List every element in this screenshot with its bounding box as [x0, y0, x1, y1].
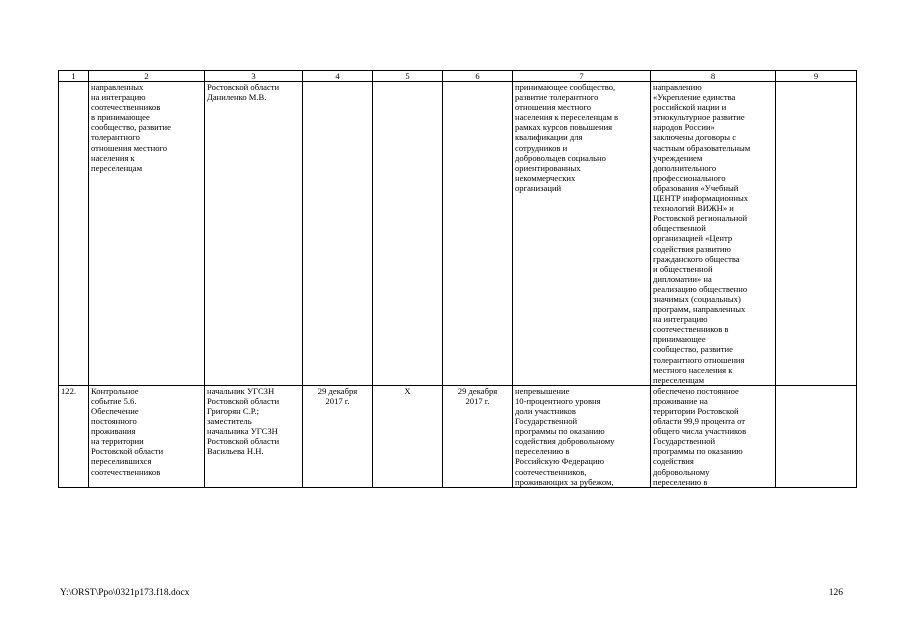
actual-result-cell: обеспечено постоянное проживание на территории Ростовской области 99,9 процента от общего числа участников Государственной программы по оказанию содействия добровольному переселению в	[651, 385, 776, 487]
header-row	[59, 71, 857, 82]
row-number-cell	[59, 82, 89, 386]
column-5-cell: Х	[373, 385, 443, 487]
col-header-5: 5	[373, 71, 443, 82]
notes-cell	[776, 82, 857, 386]
notes-cell	[776, 385, 857, 487]
expected-result-cell: принимающее сообщество, развитие толерантного отношения местного населения к переселенцам в рамках курсов повышения квалификации для сотрудников и добровольцев социально ориентированных некоммерческих организаций	[513, 82, 651, 386]
col-header-6: 6	[443, 71, 513, 82]
actual-date-cell	[443, 82, 513, 386]
col-header-2: 2	[89, 71, 205, 82]
row-number-cell: 122.	[59, 385, 89, 487]
column-5-cell	[373, 82, 443, 386]
footer-file-path: Y:\ORST\Ppo\0321p173.f18.docx	[60, 588, 190, 598]
planned-date-cell	[303, 82, 373, 386]
expected-result-cell: непревышение 10-процентного уровня доли участников Государственной программы по оказанию содействия добровольному переселению в Российскую Федерацию соотечественников, проживающих за рубежом,	[513, 385, 651, 487]
event-name-cell: направленных на интеграцию соотечественников в принимающее сообщество, развитие толерантного отношения местного населения к переселенцам	[89, 82, 205, 386]
page-number: 126	[828, 588, 843, 598]
planned-date-cell: 29 декабря 2017 г.	[303, 385, 373, 487]
col-header-9: 9	[776, 71, 857, 82]
document-table	[58, 70, 857, 488]
event-name-cell: Контрольное событие 5.6. Обеспечение постоянного проживания на территории Ростовской области переселившихся соотечественников	[89, 385, 205, 487]
col-header-8: 8	[651, 71, 776, 82]
col-header-7: 7	[513, 71, 651, 82]
col-header-1: 1	[59, 71, 89, 82]
responsible-cell: Ростовской области Даниленко М.В.	[205, 82, 303, 386]
table-row	[59, 385, 857, 487]
table-row	[59, 82, 857, 386]
col-header-4: 4	[303, 71, 373, 82]
actual-date-cell: 29 декабря 2017 г.	[443, 385, 513, 487]
col-header-3: 3	[205, 71, 303, 82]
responsible-cell: начальник УГСЗН Ростовской области Григорян С.Р.; заместитель начальника УГСЗН Ростовской области Васильева Н.Н.	[205, 385, 303, 487]
actual-result-cell: направлению «Укрепление единства российской нации и этнокультурное развитие народов России» заключены договоры с частным образовательным учреждением дополнительного профессионального образования «Учебный ЦЕНТР информационных технологий ВИЖН» и Ростовской региональной общественной организацией «Центр содействия развитию гражданского общества и общественной дипломатии» на реализацию общественно значимых (социальных) программ, направленных на интеграцию соотечественников в принимающее сообщество, развитие толерантного отношения местного населения к переселенцам	[651, 82, 776, 386]
